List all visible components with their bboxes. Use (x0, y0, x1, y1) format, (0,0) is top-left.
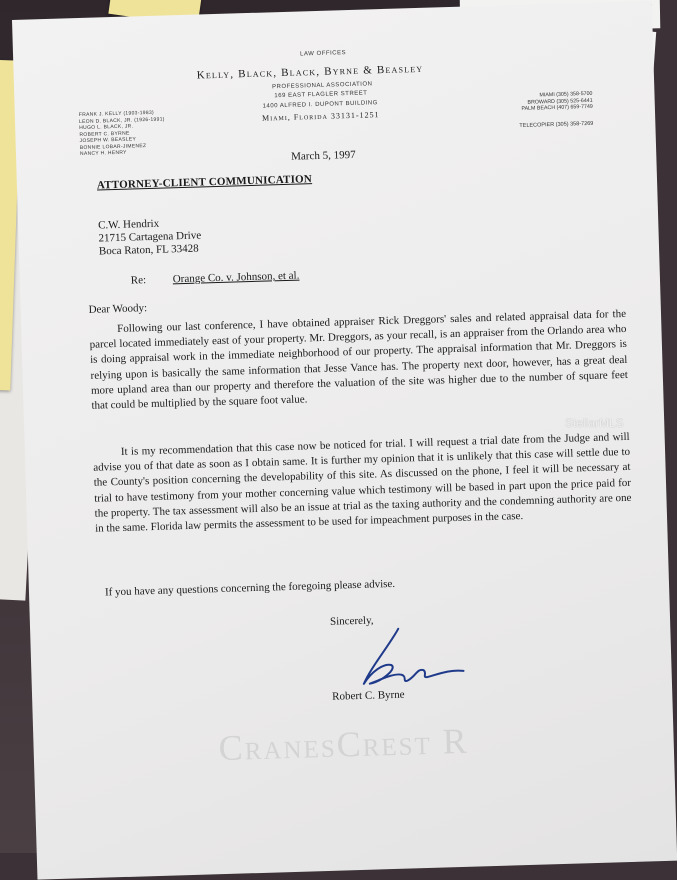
phone-line: BROWARD (305) 525-6441 (527, 97, 593, 106)
recipient-name: C.W. Hendrix (97, 217, 160, 232)
street-address: 169 EAST FLAGLER STREET (274, 90, 368, 100)
faded-stamp: CranesCrest R (218, 720, 470, 769)
letter-date: March 5, 1997 (291, 148, 356, 163)
salutation: Dear Woody: (88, 302, 148, 316)
partner-name: NANCY H. HENRY (79, 149, 127, 158)
association-label: PROFESSIONAL ASSOCIATION (272, 81, 373, 91)
partner-name: ROBERT C. BYRNE (79, 130, 130, 138)
re-label: Re: (130, 274, 147, 287)
firm-name: Kelly, Black, Black, Byrne & Beasley (196, 62, 424, 82)
phone-line: MIAMI (305) 358-5700 (539, 90, 593, 99)
law-offices-label: LAW OFFICES (300, 50, 347, 58)
recipient-address (98, 216, 202, 258)
body-paragraph-1: Following our last conference, I have obtained appraiser Rick Dreggors' sales and related appraisal data for the parcel located immediately east of your property. Mr. Dreggors, as your recall, is an appraiser from the Orlando area who is doing appraisal work in the immediate neighborhood of our property. The appraisal information that Mr. Dreggors is relying upon is basically the same information that Jesse Vance has. The property next door, however, has a great deal more upland area than our property and therefore the valuation of the site was higher due to the number of square feet that could be multiplied by the square foot value. (89, 307, 628, 412)
body-paragraph-3: If you have any questions concerning the foregoing please advise. (104, 577, 396, 599)
partner-name: FRANK J. KELLY (1903-1983) (78, 109, 155, 119)
city-address: Miami, Florida 33131-1251 (261, 110, 380, 123)
telecopier-number: TELECOPIER (305) 358-7269 (519, 120, 594, 129)
phone-line: PALM BEACH (407) 659-7749 (521, 103, 593, 112)
partner-name: HUGO L. BLACK, JR. (79, 123, 134, 132)
mls-watermark: StellarMLS (565, 416, 624, 430)
body-paragraph-2: It is my recommendation that this case now be noticed for trial. I will request a trial date from the Judge and will advise you of that date as soon as I obtain same. It is further my opinion that it is unlikely that this case will settle due to the County's position concerning the developability of this site. As discussed on the phone, I feel it will be necessary at trial to have testimony from your mother concerning value which testimony will be based in part upon the price paid for the property. The tax assessment will also be an issue at trial as the taxing authority and the condemning authority are one in the same. Florida law permits the assessment to be used for impeachment purposes in the case. (93, 430, 632, 535)
signer-name: Robert C. Byrne (332, 688, 405, 703)
partners-list (79, 110, 166, 158)
recipient-street: 21715 Cartagena Drive (98, 229, 202, 245)
phone-list (466, 91, 593, 114)
letter-page (12, 1, 677, 880)
building-address: 1400 ALFRED I. DUPONT BUILDING (262, 100, 378, 110)
partner-name: BONNIE LOBAR-JIMENEZ (79, 142, 147, 151)
partner-name: LEON D. BLACK, JR. (1926-1991) (78, 116, 165, 125)
closing: Sincerely, (329, 614, 374, 628)
letter-heading: ATTORNEY-CLIENT COMMUNICATION (96, 173, 313, 192)
recipient-city: Boca Raton, FL 33428 (98, 242, 199, 258)
partner-name: JOSEPH W. BEASLEY (79, 136, 137, 145)
re-line (131, 270, 300, 287)
re-subject: Orange Co. v. Johnson, et al. (172, 269, 300, 286)
